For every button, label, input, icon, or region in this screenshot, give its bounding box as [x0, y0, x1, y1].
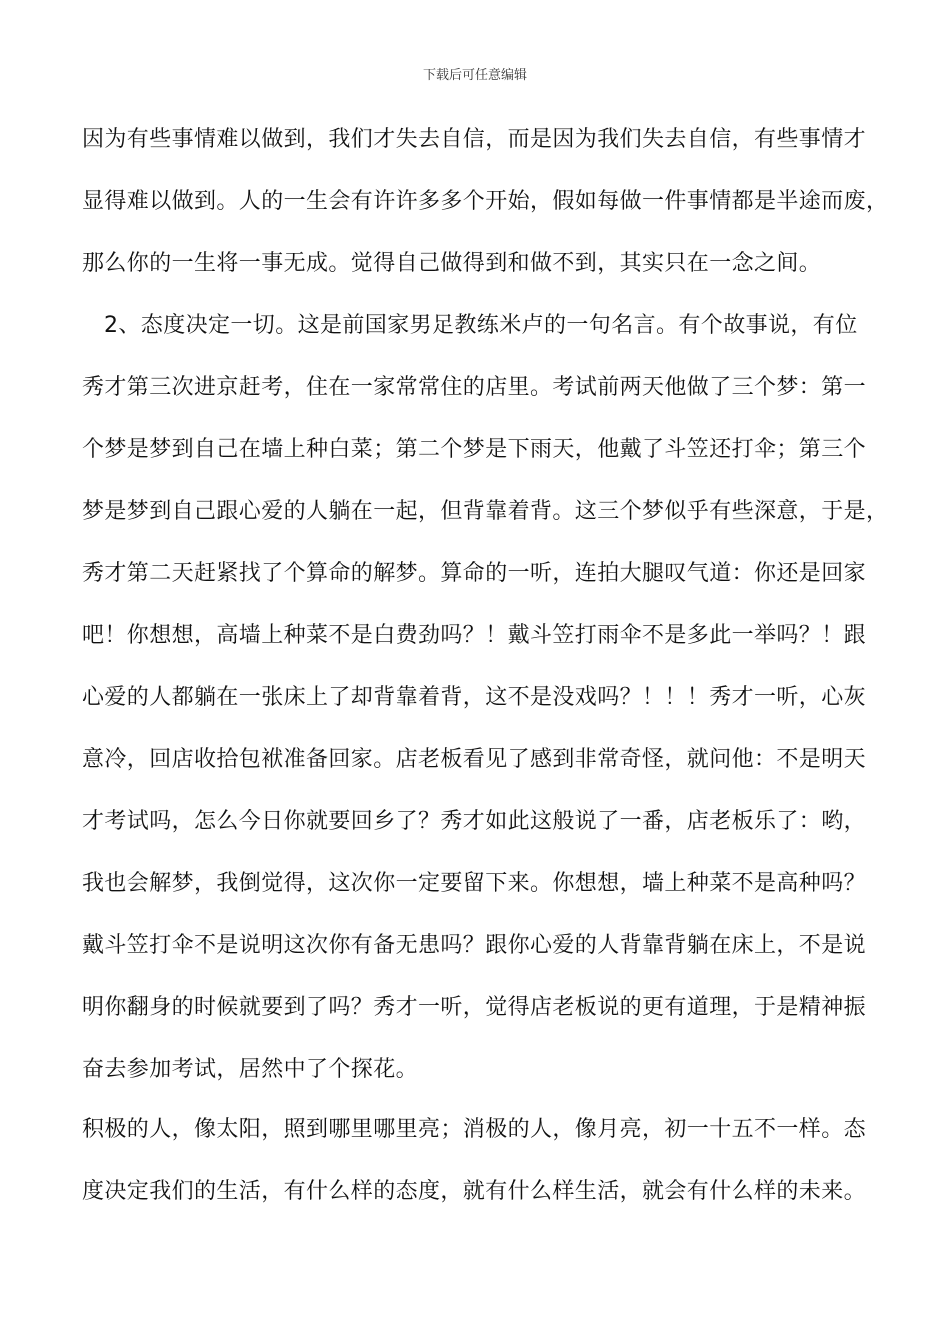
text-line: 秀才第三次进京赶考，住在一家常常住的店里。考试前两天他做了三个梦：第一 — [82, 375, 867, 400]
text-line: 明你翻身的时候就要到了吗？秀才一听，觉得店老板说的更有道理，于是精神振 — [82, 995, 867, 1020]
text-line: 个梦是梦到自己在墙上种白菜；第二个梦是下雨天，他戴了斗笠还打伞；第三个 — [82, 437, 867, 462]
text-line: 因为有些事情难以做到，我们才失去自信，而是因为我们失去自信，有些事情才 — [82, 127, 867, 152]
text-line: 度决定我们的生活，有什么样的态度，就有什么样生活，就会有什么样的未来。 — [82, 1179, 867, 1204]
text-line: 显得难以做到。人的一生会有许许多多个开始，假如每做一件事情都是半途而废， — [82, 189, 889, 214]
page-header: 下载后可任意编辑 — [422, 68, 527, 83]
text-line: 我也会解梦，我倒觉得，这次你一定要留下来。你想想，墙上种菜不是高种吗？ — [82, 871, 867, 896]
text-line: 奋去参加考试，居然中了个探花。 — [82, 1057, 419, 1082]
text-line: 那么你的一生将一事无成。觉得自己做得到和做不到，其实只在一念之间。 — [82, 251, 822, 276]
text-line: 才考试吗，怎么今日你就要回乡了？秀才如此这般说了一番，店老板乐了：哟， — [82, 809, 867, 834]
text-line: 心爱的人都躺在一张床上了却背靠着背，这不是没戏吗？！！！秀才一听，心灰 — [82, 685, 867, 710]
text-line: 梦是梦到自己跟心爱的人躺在一起，但背靠着背。这三个梦似乎有些深意，于是， — [82, 499, 889, 524]
text-line: 2、态度决定一切。这是前国家男足教练米卢的一句名言。有个故事说，有位 — [104, 313, 858, 338]
text-line: 意冷，回店收拾包袱准备回家。店老板看见了感到非常奇怪，就问他：不是明天 — [82, 747, 867, 772]
text-line: 积极的人，像太阳，照到哪里哪里亮；消极的人，像月亮，初一十五不一样。态 — [82, 1117, 867, 1142]
text-line: 戴斗笠打伞不是说明这次你有备无患吗？跟你心爱的人背靠背躺在床上，不是说 — [82, 933, 867, 958]
text-line: 吧！你想想，高墙上种菜不是白费劲吗？！戴斗笠打雨伞不是多此一举吗？！跟 — [82, 623, 867, 648]
text-line: 秀才第二天赶紧找了个算命的解梦。算命的一听，连拍大腿叹气道：你还是回家 — [82, 561, 867, 586]
